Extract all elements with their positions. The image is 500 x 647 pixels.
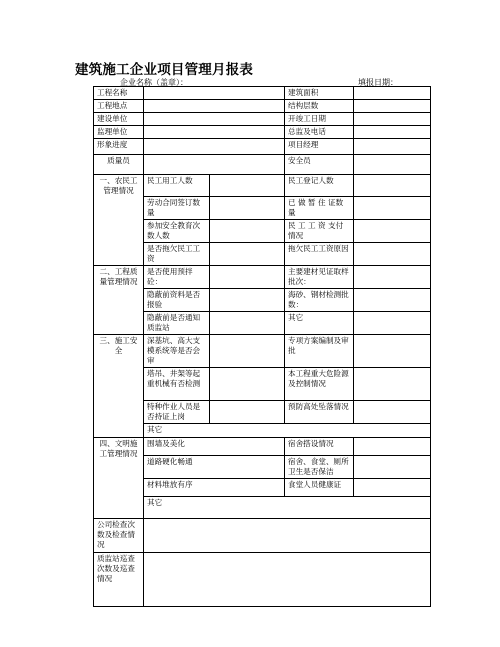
label-special-plan: 专项方案编制及审批 xyxy=(285,335,354,368)
field-sand-steel-tests[interactable] xyxy=(354,289,431,312)
label-sand-steel-tests: 海砂、钢材检测批数： xyxy=(285,289,354,312)
label-material-stacking: 材料堆放有序 xyxy=(144,479,285,497)
field-project-name[interactable] xyxy=(144,87,285,100)
label-residence-permits: 已 做 暂 住 证数量 xyxy=(285,197,354,220)
field-labor-contracts[interactable] xyxy=(210,197,285,220)
field-quality-other[interactable] xyxy=(354,312,431,335)
field-chief-phone[interactable] xyxy=(354,126,431,139)
label-construction-unit: 建设单位 xyxy=(94,113,144,126)
field-dormitory-setup[interactable] xyxy=(354,438,431,456)
form-title: 建筑施工企业项目管理月报表 xyxy=(75,62,254,78)
field-construction-unit[interactable] xyxy=(144,113,285,126)
field-arrears-reason[interactable] xyxy=(354,243,431,266)
field-fall-prevention[interactable] xyxy=(354,401,431,424)
field-safety-education[interactable] xyxy=(210,220,285,243)
label-premixed-concrete: 是否使用预拌砼： xyxy=(144,266,210,289)
label-building-area: 建筑面积 xyxy=(285,87,354,100)
field-wage-arrears[interactable] xyxy=(210,243,285,266)
label-civilized-other: 其它 xyxy=(144,497,431,519)
field-quality-officer[interactable] xyxy=(144,155,285,175)
label-hygiene: 宿舍、食堂、厕所卫生是否保洁 xyxy=(285,456,354,479)
field-crane-inspection[interactable] xyxy=(210,368,285,401)
label-project-name: 工程名称 xyxy=(94,87,144,100)
label-structure-floors: 结构层数 xyxy=(285,100,354,113)
label-progress: 形象进度 xyxy=(94,139,144,155)
label-safety-officer: 安全员 xyxy=(285,155,354,175)
label-deep-foundation: 深基坑、高大支模系统等是否会审 xyxy=(144,335,210,368)
field-deep-foundation[interactable] xyxy=(210,335,285,368)
section-construction-safety: 三、施工安全 xyxy=(94,335,144,438)
label-start-end-date: 开竣工日期 xyxy=(285,113,354,126)
field-structure-floors[interactable] xyxy=(354,100,431,113)
field-safety-officer[interactable] xyxy=(354,155,431,175)
label-notify-station: 隐蔽前是否通知质监站 xyxy=(144,312,210,335)
label-arrears-reason: 拖欠民工工资原因 xyxy=(285,243,354,266)
field-start-end-date[interactable] xyxy=(354,113,431,126)
label-crane-inspection: 塔吊、井架等起重机械有否检测 xyxy=(144,368,210,401)
label-labor-contracts: 劳动合同签订数量 xyxy=(144,197,210,220)
label-station-inspection: 质监站巡查次数及巡查情况 xyxy=(94,553,144,607)
label-quality-officer: 质量员 xyxy=(94,155,144,175)
label-chief-phone: 总监及电话 xyxy=(285,126,354,139)
field-hygiene[interactable] xyxy=(354,456,431,479)
label-wage-arrears: 是否拖欠民工工资 xyxy=(144,243,210,266)
label-certified-workers: 特种作业人员是否持证上岗 xyxy=(144,401,210,424)
label-safety-other: 其它 xyxy=(144,424,431,438)
monthly-report-table xyxy=(93,86,431,607)
label-safety-education: 参加安全教育次数人数 xyxy=(144,220,210,243)
field-major-hazards[interactable] xyxy=(354,368,431,401)
label-fence-beautify: 围墙及美化 xyxy=(144,438,285,456)
label-project-manager: 项目经理 xyxy=(285,139,354,155)
field-company-inspection[interactable] xyxy=(144,519,431,553)
field-concealed-docs[interactable] xyxy=(210,289,285,312)
field-certified-workers[interactable] xyxy=(210,401,285,424)
field-notify-station[interactable] xyxy=(210,312,285,335)
field-worker-count[interactable] xyxy=(210,175,285,197)
field-supervision-unit[interactable] xyxy=(144,126,285,139)
label-quality-other: 其它 xyxy=(285,312,354,335)
label-road-hardening: 道路硬化畅通 xyxy=(144,456,285,479)
label-registered-count: 民工登记人数 xyxy=(285,175,354,197)
label-major-hazards: 本工程重大危险源及控制情况 xyxy=(285,368,354,401)
label-wage-payment: 民 工 工 资 支付情况 xyxy=(285,220,354,243)
section-civilized-construction: 四、文明施工管理情况 xyxy=(94,438,144,519)
label-dormitory-setup: 宿舍搭设情况 xyxy=(285,438,354,456)
label-company-inspection: 公司检查次数及检查情况 xyxy=(94,519,144,553)
label-health-certificate: 食堂人员健康证 xyxy=(285,479,354,497)
field-material-sampling[interactable] xyxy=(354,266,431,289)
field-project-location[interactable] xyxy=(144,100,285,113)
label-material-sampling: 主要建材见证取样批次： xyxy=(285,266,354,289)
enterprise-name-label: 企业名称（盖章）： xyxy=(120,78,188,87)
field-progress[interactable] xyxy=(144,139,285,155)
field-health-certificate[interactable] xyxy=(354,479,431,497)
label-fall-prevention: 预防高处坠落情况 xyxy=(285,401,354,424)
label-worker-count: 民工用工人数 xyxy=(144,175,210,197)
field-wage-payment[interactable] xyxy=(354,220,431,243)
section-migrant-worker-management: 一、农民工管理情况 xyxy=(94,175,144,266)
field-project-manager[interactable] xyxy=(354,139,431,155)
field-residence-permits[interactable] xyxy=(354,197,431,220)
fill-date-label: 填报日期： xyxy=(358,78,398,87)
field-building-area[interactable] xyxy=(354,87,431,100)
section-quality-management: 二、工程质量管理情况 xyxy=(94,266,144,335)
field-special-plan[interactable] xyxy=(354,335,431,368)
field-registered-count[interactable] xyxy=(354,175,431,197)
field-premixed-concrete[interactable] xyxy=(210,266,285,289)
field-station-inspection[interactable] xyxy=(144,553,431,607)
label-supervision-unit: 监理单位 xyxy=(94,126,144,139)
label-concealed-docs: 隐蔽前资料是否报验 xyxy=(144,289,210,312)
label-project-location: 工程地点 xyxy=(94,100,144,113)
